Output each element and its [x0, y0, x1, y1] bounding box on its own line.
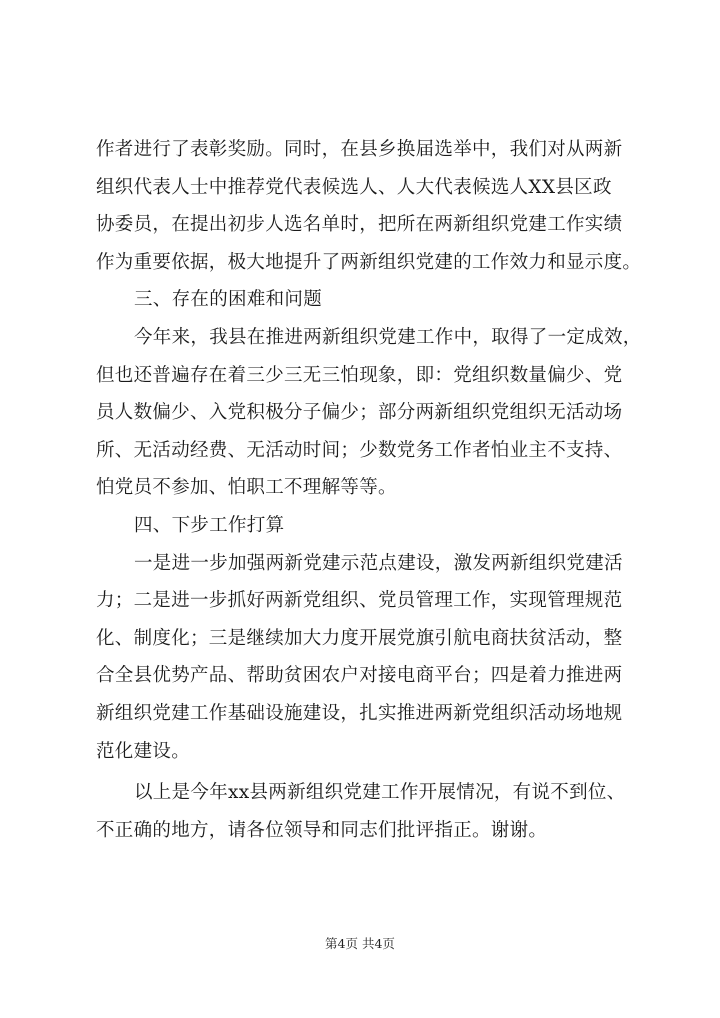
paragraph-line: 怕党员不参加、怕职工不理解等等。 — [96, 477, 397, 499]
paragraph-line: 新组织党建工作基础设施建设，扎实推进两新党组织活动场地规 — [96, 702, 623, 724]
page-footer — [0, 936, 720, 952]
paragraph-line: 作为重要依据，极大地提升了两新组织党建的工作效力和显示度。 — [96, 251, 642, 273]
paragraph-line: 以上是今年xx县两新组织党建工作开展情况，有说不到位、 — [134, 782, 626, 804]
paragraph-line: 合全县优势产品、帮助贫困农户对接电商平台；四是着力推进两 — [96, 665, 623, 687]
paragraph-line: 组织代表人士中推荐党代表候选人、人大代表候选人XX县区政 — [96, 176, 612, 198]
section-heading: 四、下步工作打算 — [134, 514, 285, 536]
paragraph-line: 协委员，在提出初步人选名单时，把所在两新组织党建工作实绩 — [96, 214, 623, 236]
paragraph-line: 员人数偏少、入党积极分子偏少；部分两新组织党组织无活动场 — [96, 402, 623, 424]
paragraph-line: 力；二是进一步抓好两新党组织、党员管理工作，实现管理规范 — [96, 590, 623, 612]
paragraph-line: 不正确的地方，请各位领导和同志们批评指正。谢谢。 — [96, 819, 548, 841]
paragraph-line: 范化建设。 — [96, 740, 191, 762]
paragraph-line: 化、制度化；三是继续加大力度开展党旗引航电商扶贫活动，整 — [96, 627, 623, 649]
paragraph-line: 所、无活动经费、无活动时间；少数党务工作者怕业主不支持、 — [96, 439, 623, 461]
document-body — [96, 131, 664, 849]
paragraph-line: 一是进一步加强两新党建示范点建设，激发两新组织党建活 — [134, 552, 623, 574]
paragraph-line: 作者进行了表彰奖励。同时，在县乡换届选举中，我们对从两新 — [96, 139, 623, 160]
paragraph-line: 但也还普遍存在着三少三无三怕现象，即：党组织数量偏少、党 — [96, 364, 623, 386]
section-heading: 三、存在的困难和问题 — [134, 289, 323, 311]
paragraph-line: 今年来，我县在推进两新组织党建工作中，取得了一定成效， — [134, 326, 642, 348]
page-number: 第4页 共4页 — [325, 936, 395, 951]
